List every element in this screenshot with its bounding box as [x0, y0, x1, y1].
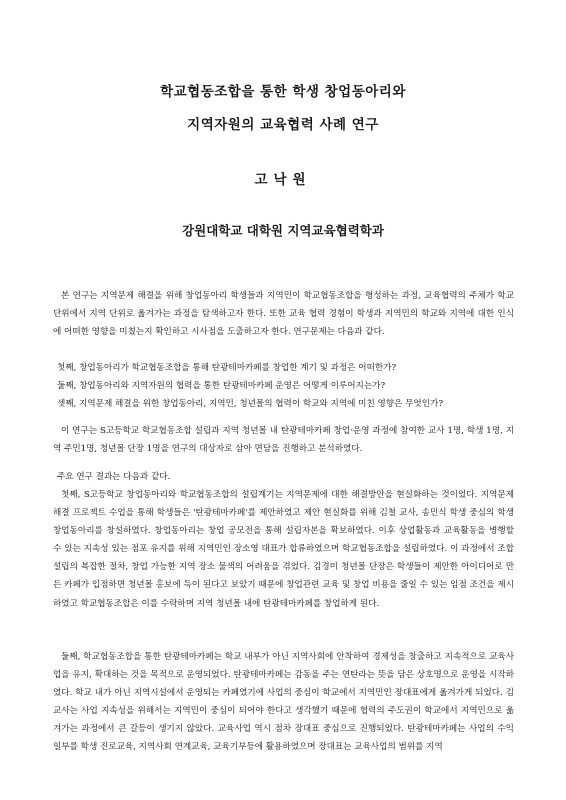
- author-name: 고낙원: [254, 172, 312, 188]
- title-line-1: 학교협동조합을 통한 학생 창업동아리와: [160, 84, 406, 100]
- research-question-3: 셋째, 지역문제 해결을 위한 창업동아리, 지역민, 청년몰의 협력이 학교와 지역에 미친 영향은 무엇인가?: [57, 399, 443, 409]
- paragraph-result-2: 둘째, 학교협동조합을 통한 탄광테마카페는 학교 내부가 아닌 지역사회에 안착하여 경제성을 창출하고 지속적으로 교육사업을 유지, 확대하는 것을 목적으로 운영되었다. 탄광테마카페는 감동을 주는 연탄라는 뜻을 담은 상호명으로 운영을 시작하였다. 학교 내가 아닌 지역시설에서 운영되는 카페였기에 사업의 중심이 학교에서 지역민인 장대표에게 옮겨가게 되었다. 김교사는 사업 지속성을 위해서는 지역민이 중심이 되어야 한다고 생각했기 때문에 협력의 주도권이 학교에서 지역민으로 옮겨가는 과정에서 큰 갈등이 생기지 않았다. 교육사업 역시 점차 장대표 중심으로 진행되었다. 탄광테마카페는 사업의 수익 일부를 학생 진로교육, 지역사회 연계교육, 교육기부등에 활용하였으며 장대표는 교육사업의 범위를 지역: [53, 652, 514, 753]
- paragraph-intro: 본 연구는 지역문제 해결을 위해 창업동아리 학생들과 지역민이 학교협동조합을 형성하는 과정, 교육협력의 주체가 학교 단위에서 지역 단위로 옮겨가는 과정을 탐색하고자 한다. 또한 교육 협력 경험이 학생과 지역민의 학교와 지역에 대한 인식에 어떠한 영향을 미쳤는지 확인하고 시사점을 도출하고자 한다. 연구문제는 다음과 같다.: [53, 291, 514, 338]
- affiliation: 강원대학교 대학원 지역교육협력학과: [182, 223, 384, 238]
- research-question-1: 첫째, 창업동아리가 학교협동조합을 통해 탄광테마카페를 창업한 계기 및 과정은 어떠한가?: [57, 363, 397, 373]
- paragraph-method: 이 연구는 S고등학교 학교협동조합 설립과 지역 청년몰 내 탄광테마카페 창업·운영 과정에 참여한 교사 1명, 학생 1명, 지역 주민1명, 청년몰 단장 1명을 연구의 대상자로 삼아 면담을 진행하고 분석하였다.: [53, 426, 514, 455]
- title-line-2: 지역자원의 교육협력 사례 연구: [187, 117, 379, 133]
- paragraph-result-1: 첫째, S고등학교 창업동아리와 학교협동조합의 설립계기는 지역문제에 대한 해결방안을 현실화하는 것이었다. 지역문제 해결 프로젝트 수업을 통해 학생들은 '탄광테마카페'를 제안하였고 제안 현실화를 위해 김철 교사, 송민식 학생 중심의 학생 창업동아리를 창설하였다. 창업동아리는 창업 공모전을 통해 설립자본을 확보하였다. 이후 상업활동과 교육활동을 병행할 수 있는 지속성 있는 점포 유지를 위해 지역민인 장소영 대표가 합류하였으며 학교협동조합을 설립하였다. 이 과정에서 조합 설립의 복잡한 절차, 창업 가능한 지역 장소 물색의 어려움을 겪었다. 김경미 청년몰 단장은 학생들이 제안한 아이디어로 만든 카페가 입점하면 청년몰 홍보에 득이 된다고 보았기 때문에 창업관련 교육 및 창업 비용을 줄일 수 있는 임점 조건을 제시하였고 학교협동조합은 이를 수락하며 지역 청년몰 내에 탄광테마카페를 창업하게 된다.: [53, 490, 514, 609]
- results-intro: 주요 연구 결과는 다음과 같다.: [57, 472, 171, 482]
- research-question-2: 둘째, 창업동아리와 지역자원의 협력을 통한 탄광테마카페 운영은 어떻게 이루어지는가?: [57, 381, 386, 391]
